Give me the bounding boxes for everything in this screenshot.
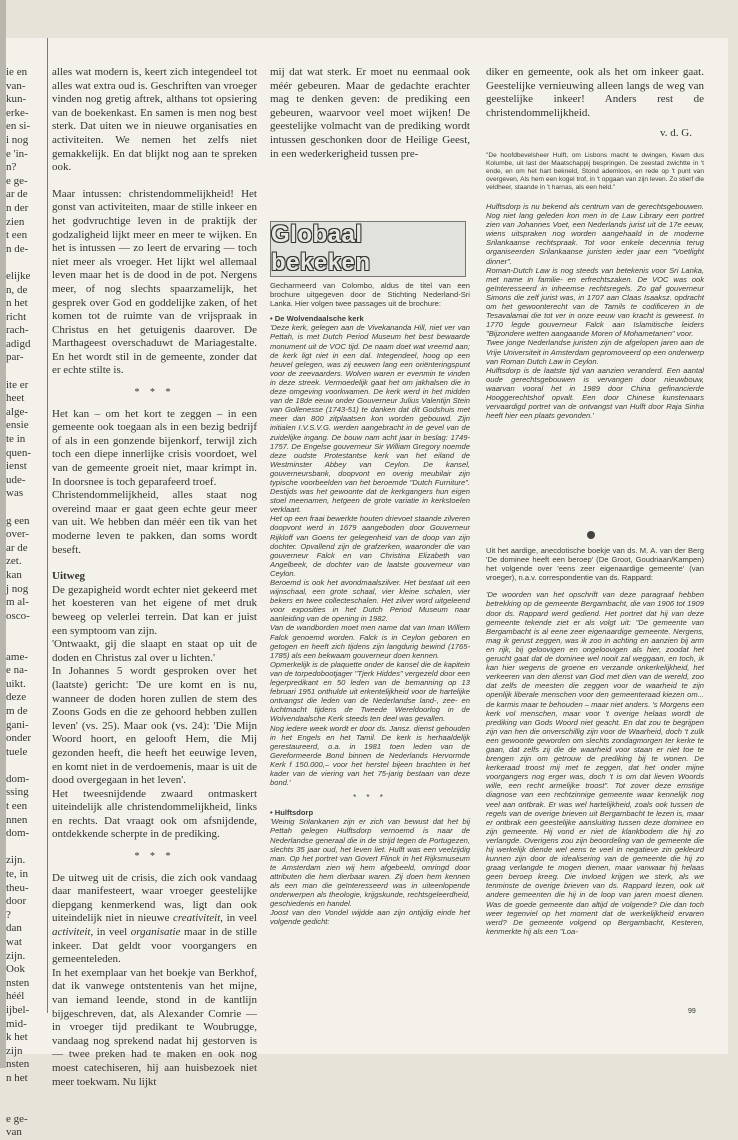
column-3-lower [486,546,704,1012]
fragment-line [6,256,46,270]
fragment-line: erke- [6,106,29,119]
fragment-line: par- [6,351,24,364]
fragment-line: n? [6,161,17,174]
paragraph: mij dat wat sterk. Er moet nu eenmaal ook méér gebeuren. Maar de gedachte erachter mag te denken geven: de prediking een gebeuren, waarvoor veel moet wijken! De geestelijke volmacht van de prediking wordt intussen geschonken door de Heilige Geest, in een wederkerigheid tussen pre- [270,66,470,160]
fragment-line: richt [6,310,27,323]
fragment-line: mid- [6,1017,27,1030]
fragment-line: ude- [6,473,26,486]
fragment-line: onder [6,732,32,745]
paragraph: Opmerkelijk is de plaquette onder de kansel die de kapitein van de torpedobootjager "Tjerk Hiddes" vergezeld door een legerpredikant en 50 leden van de bemanning op 13 februari 1951 onthulde uit erkentelijkheid voor de hartelijke ontvangst die leden van de Nederlandse land-, zee- en luchtmacht tijdens de Tweede Wereldoorlog in de Wolvendaalsche Kerk steeds ten deel was gevallen. [270,659,470,724]
fragment-line: theu- [6,881,29,894]
fragment-line: tuele [6,745,28,758]
fragment-line: n, de [6,283,28,296]
paragraph: In het exemplaar van het boekje van Berkhof, dat ik vanwege ontstentenis van het mijne, van iemand leende, stond in de kantlijn bijgeschreven, dat, als Alexander Comrie — in vroeger tijd predikant te Woubrugge, vandaag nog sprekend nadat hij gestorven is — twee preken had te maken en ook nog moest catechiseren, hij aan huisbezoek niet meer toekwam. Nu lijkt [52,966,257,1088]
fragment-line: ie en [6,66,28,78]
text-run: , in veel [220,912,257,925]
fragment-line: héél [6,990,25,1003]
paragraph: Het tweesnijdende zwaard ontmaskert uiteindelijk alle christendommelijkheid, links en rechts. Dat vraagt ook om afsnijdende, ontdekkende scherpte in de prediking. [52,787,257,841]
poem-quote [486,152,704,192]
column-3-top [486,66,704,126]
banner-title: Globaal bekeken [271,221,371,276]
paragraph [52,872,257,967]
fragment-line: te, in [6,868,28,881]
section-break: * * * [134,851,175,863]
fragment-line: deze [6,691,27,704]
italic-term: organisatie [130,926,181,939]
paragraph: Nog iedere week wordt er door ds. Jansz. dienst gehouden in het Engels en het Tamil. De kerk is herhaaldelijk gerestaureerd, o.a. in 1981 toen leden van de Gereformeerde Bond binnen de Nederlands Hervormde Kerk f 150.000,– voor het herstel bijeen brachten in het kader van de viering van het 75-jarig bestaan van deze bond.' [270,723,470,788]
fragment-line [6,365,46,379]
fragment-line: te in [6,433,26,446]
italic-term: creativiteit [173,912,221,925]
fragment-line: ssing [6,786,29,799]
fragment-line: e 'in- [6,147,28,160]
fragment-line: uikt. [6,677,26,690]
fragment-line: adigd [6,337,31,350]
subheading: • Hulftsdorp [270,808,314,818]
quote-text: "De hoofdbevelsheer Hulft, om Lisbons macht te dwingen, Kwam dus Kolumbe, uit last der Maatschappij bespringen. De zeestad zwichtte in 't ende, en om het hart bekneld, Stond ademloos, en rede op 't punt van overgeven, Als hem een kogel trof, in 't opgaan van zijn leven. Zo stierf die veldheer, staande in 't harnas, als een held." [486,152,704,191]
section-break: * * * [353,793,387,803]
italic-term: activiteit [52,926,91,939]
intro-paragraph: Gecharmeerd van Colombo, aldus de titel van een brochure uitgegeven door de Stichting Nederland-Sri Lanka. Hier volgen twee passages uit de brochure: [270,281,470,309]
fragment-line: dan [6,922,22,935]
text-run: , in veel [90,926,131,939]
fragment-line: zijn. [6,949,26,962]
subheading: • De Wolvendaalsche kerk [270,314,364,324]
paragraph: 'De woorden van het opschrift van deze paragraaf hebben betrekking op de gemeente Bergambacht, die van 1906 tot 1909 door ds. Rappard werd gediend. Het portret dat hij van deze gemeente tekende ziet er als volgt uit: "De gemeente van Bergambacht is al eene zeer eigenaardige gemeente. Nergens, mag ik gerust zeggen, was ik zoo in achting en aanzien bij arm en rijk, bij geloovigen en ongeloovigen als hier, zoodat het gerucht gaat dat de dominee wel nooit zal weggaan, en toch, ik kan hier wegens de groene en verzande onkerkelijkheid, het verkeeren van den dienst van God met dien van de wereld, zoo dat zelfs de meesten die zeggen voor de waarheid te zijn openlijk liberale menschen voor den gemeenteraad kiezen om... de karmis maar te behouden – maar niet anders. 's Morgens een kerk vol menschen, maar voor 't overige helaas wordt de prediking van Gods Woord niet geacht. En dat zou te begrijpen zijn van hen die onverschillig zijn voor de Waarheid, doch 't zulk een gewoonte geworden om slechts zondagmorgen ter kerke te gaan, dat zelfs zij die de waarheid voor staan er niet toe te brengen zijn om getrouw de prediking bij te wonen. De kerkeraad troost mij met te zeggen, dat het onder mijne voorgangers nog erger was, doch 't is om dat lieven Woords wille, een recht armelijke troost". Tot zover deze ernstige diagnose van een rechtzinnige gemeente waar kennelijk nog veel aan ontbrak. Er was wel hartelijkheid, zoals ook tussen de regels van de overige brieven uit Bergambacht te lezen is, maar er ontbrak een geestelijke aansluiting tussen deze dominee en zijn gemeente. Hij vond er niet de klankbodem die hij zo verlangde. Overigens zou zijn beoordeling van de gemeente die hij werkelijk diende wel eens te veel in negatieve zin gekleurd kunnen zijn door de idealisering van de gemeente die hij zo graag verlangde te mogen dienen, maar vanwaar hij helaas geen beroep kreeg. Die invloed krijgen we sterk, als we tenminste de overige brieven van ds. Rappard lezen, ook uit andere gemeenten die hij in de loop van jaren moest dienen. Was de goede gemeente dan altijd de volgende? Die dan toch weer tegenviel op het moment dat de werkelijkheid ervaren werd? De gemeente volgend op Bergambacht, Kesteren, kenmerkte hij als een "Loa- [486,590,704,936]
fragment-line: quen- [6,446,32,459]
text-run: De uitweg uit de crisis, die zich ook vandaag daar manifesteert, waar vroeger geestelijke diepgang kenmerkend was, ligt dan ook uiteindelijk niet in nieuwe [52,871,257,925]
fragment-line: gani- [6,718,29,731]
fragment-line: was [6,487,24,500]
column-1 [52,66,257,1088]
section-heading: Uitweg [52,570,85,583]
fragment-line: osco- [6,609,30,622]
fragment-line: ite er [6,378,29,391]
fragment-line: heet [6,392,25,405]
paragraph: Van de wandborden moet men name dat van Iman Willem Falck genoemd worden. Falck is in Ceylon geboren en getogen en heeft zich tijdens zijn langdurig bewind (1765-1785) als een bekwaam gouverneur doen kennen. [270,623,470,660]
fragment-line: m de [6,704,28,717]
paragraph: diker en gemeente, ook als het om inkeer gaat. Geestelijke vernieuwing alleen langs de weg van geestelijke inkeer! Anders rest de christendommelijkheid. [486,66,704,119]
fragment-line: nsten [6,1058,30,1071]
column-2-body [270,281,470,1016]
page-number: 99 [688,1008,696,1015]
fragment-line: m al- [6,596,29,609]
fragment-line: e ge- [6,174,28,187]
fragment-line [6,1086,46,1100]
fragment-line: dom- [6,827,30,840]
paragraph: In Johannes 5 wordt gesproken over het (laatste) gericht: 'De ure komt en is nu, wanneer de doden horen zullen de stem des Zoons Gods en die ze gehoord hebben zullen leven' (vs. 25). Maar ook (vs. 24): 'Die Mijn Woord hoort, en gelooft Hem, die Mij gezonden heeft, die heeft het eeuwige leven, en komt niet in de verdoemenis, maar is uit de dood overgegaan in het leven'. [52,665,257,787]
paragraph: Het op een fraai bewerkte houten drievoet staande zilveren doopvont werd in 1679 aangeboden door Gouverneur Rijkloff van Goens ter gelegenheid van de doop van zijn dochter. Opvallend zijn de grafzerken, waaronder die van gouverneur Falck en van Christina Elizabeth van Angelbeek, de dochter van de laatste gouverneur van Ceylon. [270,514,470,578]
paragraph: 'Weinig Srilankanen zijn er zich van bewust dat het bij Pettah gelegen Hulftsdorp vernoemd is naar de Nederlandse generaal die in de strijd tegen de Portugezen, slechts 35 jaar oud, het leven liet. Hulft was een veelzijdig man. Op het portret van Govert Flinck in het Rijksmuseum te Amsterdam zien wij hem afgebeeld, omringd door attributen die hem dierbaar waren. Zij doen hem kennen als een man die geïnteresseerd was in uiteenlopende onderwerpen als theologie, krijgskunde, rechtsgeleerdheid, geschiedenis en handel. [270,817,470,909]
fragment-line: ienst [6,460,27,473]
fragment-line [6,623,46,637]
fragment-line: van- [6,79,26,92]
fragment-line: kan [6,568,22,581]
fragment-line: rach- [6,324,29,337]
fragment-line: kun- [6,93,27,106]
section-bullet [587,531,595,539]
fragment-line: elijke [6,269,31,282]
fragment-line: over- [6,528,29,541]
fragment-line [6,841,46,855]
paragraph: Het kan – om het kort te zeggen – in een gemeente ook toegaan als in een bezig bedrijf of als in een gonzende bijenkorf, terwijl zich toch een diepe innerlijke crisis voordoet, wel van de gemeente groeit niet, maar krimpt in. In doorsnee is toch geparafeerd troef. [52,407,257,488]
fragment-line: ensie [6,419,29,432]
paragraph: Twee jonge Nederlandse juristen zijn de afgelopen jaren aan de Vrije Universiteit in Amsterdam gepromoveerd op een onderwerp van Roman Dutch Law in Ceylon. [486,338,704,366]
fragment-line: k het [6,1031,28,1044]
fragment-line: ar de [6,541,28,554]
fragment-line: Ook [6,963,25,976]
paragraph: alles wat modern is, keert zich integendeel tot alles wat extra oud is. Geschriften van vroeger vinden nog gretig aftrek, althans tot opsiering van de boekenkast. En samen is men nog best sterk. Dat uiten we in nieuwe organisaties en activiteiten. We nemen het zelfs niet gemakkelijk. En dat blijkt nog aan te spreken ook. [52,66,257,174]
fragment-line: g een [6,514,30,527]
fragment-line [6,501,46,515]
fragment-line [6,637,46,651]
fragment-line: zien [6,215,25,228]
paragraph: Joost van den Vondel wijdde aan zijn ontijdig einde het volgende gedicht: [270,908,470,927]
fragment-line [6,1099,46,1113]
section-banner [270,221,466,277]
paragraph: Christendommelijkheid, alles staat nog overeind maar er gaat geen echte geur meer van uit. We hebben dan méér een tik van het moderne leven te pakken, dan soms wordt beseft. [52,489,257,556]
fragment-line: n het [6,1071,28,1084]
fragment-line: ame- [6,650,28,663]
fragment-line: e ge- [6,1112,28,1125]
fragment-line: nnen [6,813,28,826]
fragment-line: zet. [6,555,22,568]
fragment-line: e na- [6,664,28,677]
column-rule [47,38,48,1013]
paragraph: Uit het aardige, anecdotische boekje van ds. M. A. van der Berg 'De dominee heeft een beroep' (De Groot, Goudriaan/Kampen) het volgende over 'eens zeer eigenaardige gemeente' (van vroeger), n.a.v. correspondentie van ds. Rappard: [486,546,704,583]
column-3-body [486,202,704,524]
fragment-line: ijbel- [6,1003,30,1016]
fragment-line: zijn [6,1044,23,1057]
paragraph: Roman-Dutch Law is nog steeds van betekenis voor Sri Lanka, met name in familie- en erfrechtszaken. De VOC was ook geïnteresseerd in inheemse rechtsregels. Zo gaf gouverneur Simons die zelf jurist was, in 1707 aan Claas Isaaksz. opdracht om het gewoonterecht van de Tamils te codificeren in de Tesavalamai die tot ver in onze eeuw van kracht is geweest. In 1770 legde gouverneur Falck aan Islamitische leiders "Bijzondere wetten aangaande Moren of Mohametanen" voor. [486,265,704,339]
fragment-line: n de- [6,242,29,255]
paragraph: Hulftsdorp is nu bekend als centrum van de gerechtsgebouwen. Nog niet lang geleden kon men in de Law Library een portret zien van Johannes Voet, een Nederlands jurist uit de 17e eeuw, wiens uitspraken nog worden aangehaald in de moderne Srilankaanse rechtspraak. Tot voor enkele decennia terug organiseerden Srilankaanse juristen ieder jaar een "Voetlight dinner". [486,202,704,266]
fragment-line: n der [6,201,29,214]
fragment-line: alge- [6,405,28,418]
paragraph: Beroemd is ook het avondmaalszilver. Het bestaat uit een wijnschaal, een grote schaal, vier kleine schalen, vier bekers en twee collecteschalen. Het zilver word uitgeleend voor exposities in het Dutch Period Museum naar aanleiding van de opening in 1982. [270,578,470,624]
fragment-line: j nog [6,582,29,595]
paragraph: Maar intussen: christendommelijkheid! Het gonst van activiteiten, maar de stille inkeer en het godvruchtige leven in de praktijk der godzaligheid lijkt meer en meer te wijken. En het is intussen — zo leert de ervaring — toch niet meer als vroeger. Het lijkt wel allemaal leven maar het is de dood in de pot. Nergens meer, of nog slechts spaarzamelijk, het gesprek over God en goddelijke zaken, of het komen tot de ruimte van de vrijspraak in Christus en het getuigenis daarover. De Marthageest overschaduwt de Mariagestalte. En het wordt stil in de gemeente, zonder dat er echte stilte is. [52,187,257,377]
fragment-line: en si- [6,120,31,133]
fragment-line: van [6,1126,22,1139]
author-signature: v. d. G. [660,127,692,139]
column-2-top [270,66,470,160]
fragment-line: t een [6,800,28,813]
fragment-line: nsten [6,976,30,989]
fragment-line [6,759,46,773]
fragment-line: n het [6,297,28,310]
fragment-line: ? [6,908,11,921]
fragment-line: wat [6,936,22,948]
fragment-line: t een [6,229,28,242]
paragraph: 'Ontwaakt, gij die slaapt en staat op uit de doden en Christus zal over u lichten.' [52,638,257,664]
fragment-line: ar de [6,188,28,201]
section-break: * * * [134,387,175,399]
text-run: maar in de stille inkeer. Dat geldt voor voorgangers en gemeenteleden. [52,926,257,966]
paragraph: De gezapigheid wordt echter niet gekeerd met het koesteren van het eigene of met druk beweeg op velerlei terrein. Dat kan er juist een symptoom van zijn. [52,583,257,637]
fragment-line: dom- [6,772,30,785]
left-margin-fragments [6,66,46,1139]
paragraph: 'Deze kerk, gelegen aan de Vivekananda Hill, niet ver van Pettah, is met Dutch Period Museum het best bewaarde monument uit de VOC tijd. De naam doet wat vreemd aan; de kerk ligt niet in een dal. Integendeel, hoog op een heuvel gelegen, was zij eeuwen lang een oriënteringspunt voor de zeevaarders. Wolven waren er evenmin te vinden in deze streek. Vermoedelijk gaat het om jakhalsen die in deze omgeving voorkwamen. De kerk werd in het midden van de 18de eeuw onder Gouverneur Julius Valentijn Stein van Gollenesse (1743-51) te danken dat dit Godshuis met meer dan 800 zitplaatsen kon worden gebouwd. Zijn initialen I.V.S.V.G. werden aangebracht in de gevel van de zuidelijke ingang. De bouw nam acht jaar in beslag: 1749-1757. De Engelse gouverneur Sir William Gregory noemde deze oudste Protestantse kerk van het eiland de Westminster Abbey van Ceylon. De kansel, gouverneursbank, doopvont en overig meubilair zijn typische voorbeelden van het beroemde "Dutch Furniture". Destijds was het gewoonte dat de kerkgangers hun eigen stoel meenamen, hetgeen de grote variatie in kerkstoelen verklaart. [270,323,470,515]
fragment-line: i nog [6,133,29,146]
paragraph: Hulftsdorp is de laatste tijd van aanzien veranderd. Een aantal oude gerechtsgebouwen is vervangen door nieuwbouw, waarvan vooral het in 1989 door China gefinancierde Hooggerechtshof opvalt. Een door Chinese kunstenaars vervaardigd portret van de ontvangst van Hulft door Raja Sinha heeft hier een plaats gevonden.' [486,365,704,421]
fragment-line: door [6,895,27,908]
fragment-line: zijn. [6,854,26,867]
